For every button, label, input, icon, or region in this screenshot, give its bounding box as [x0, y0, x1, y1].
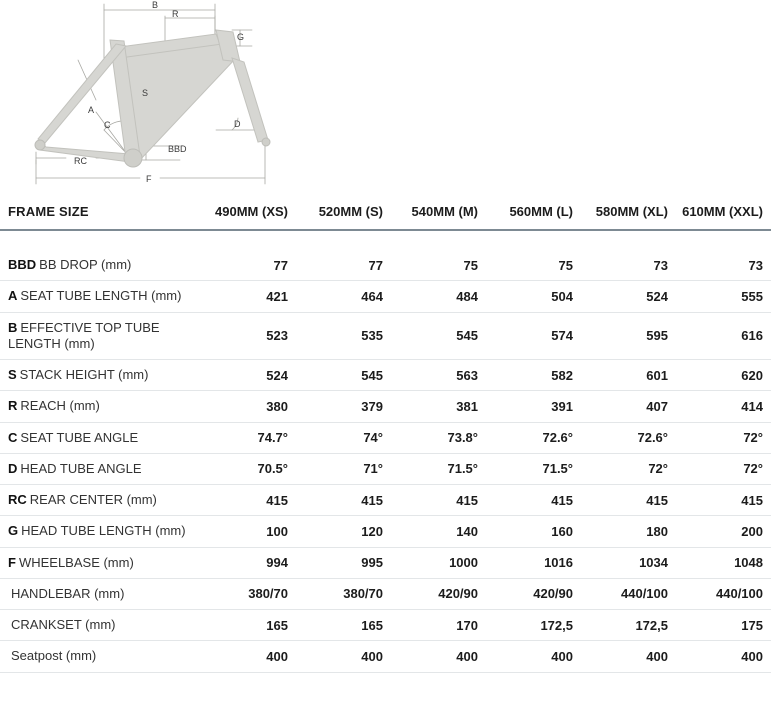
- row-name-c: SEAT TUBE ANGLE: [20, 429, 139, 445]
- diagram-label-G: G: [237, 32, 245, 42]
- cell-b-m: 545: [391, 312, 486, 360]
- diagram-label-R: R: [172, 9, 179, 19]
- cell-c-xs: 74.7°: [201, 422, 296, 453]
- cell-c-xl: 72.6°: [581, 422, 676, 453]
- diagram-label-B: B: [152, 0, 159, 10]
- row-name-b: EFFECTIVE TOP TUBE LENGTH (mm): [8, 319, 160, 351]
- cell-f-l: 1016: [486, 547, 581, 578]
- cell-crankset-xs: 165: [201, 610, 296, 641]
- cell-rc-s: 415: [296, 485, 391, 516]
- size-header-m: 540MM (M): [391, 196, 486, 230]
- cell-s-xs: 524: [201, 360, 296, 391]
- cell-handlebar-xs: 380/70: [201, 578, 296, 609]
- cell-handlebar-m: 420/90: [391, 578, 486, 609]
- row-code-s: S: [8, 367, 17, 382]
- row-label-rc: [0, 485, 201, 516]
- cell-d-xxl: 72°: [676, 453, 771, 484]
- cell-c-xxl: 72°: [676, 422, 771, 453]
- cell-s-xl: 601: [581, 360, 676, 391]
- cell-g-xl: 180: [581, 516, 676, 547]
- cell-a-xl: 524: [581, 281, 676, 312]
- row-code-a: A: [8, 288, 18, 304]
- cell-b-s: 535: [296, 312, 391, 360]
- cell-r-xl: 407: [581, 391, 676, 422]
- table-row: [0, 422, 771, 453]
- size-header-l: 560MM (L): [486, 196, 581, 230]
- row-code-b: B: [8, 319, 18, 335]
- cell-rc-xxl: 415: [676, 485, 771, 516]
- cell-rc-xs: 415: [201, 485, 296, 516]
- row-label-s: [0, 360, 201, 391]
- cell-g-xs: 100: [201, 516, 296, 547]
- cell-a-xs: 421: [201, 281, 296, 312]
- cell-f-xxl: 1048: [676, 547, 771, 578]
- cell-a-s: 464: [296, 281, 391, 312]
- row-code-c: C: [8, 429, 18, 445]
- frame-geometry-svg: [0, 0, 771, 196]
- cell-d-s: 71°: [296, 453, 391, 484]
- cell-d-xs: 70.5°: [201, 453, 296, 484]
- row-label-f: [0, 547, 201, 578]
- table-row: [0, 516, 771, 547]
- row-label-b: [0, 312, 201, 360]
- cell-c-l: 72.6°: [486, 422, 581, 453]
- row-code-g: G: [8, 523, 19, 539]
- cell-r-xs: 380: [201, 391, 296, 422]
- row-name-g: HEAD TUBE LENGTH (mm): [21, 523, 186, 539]
- table-row: [0, 453, 771, 484]
- cell-f-xs: 994: [201, 547, 296, 578]
- cell-r-m: 381: [391, 391, 486, 422]
- row-code-r: R: [8, 398, 18, 414]
- cell-f-s: 995: [296, 547, 391, 578]
- cell-handlebar-xxl: 440/100: [676, 578, 771, 609]
- cell-bbd-xxl: 73: [676, 250, 771, 281]
- cell-seatpost-s: 400: [296, 641, 391, 672]
- row-label-d: [0, 453, 201, 484]
- row-label-seatpost: [0, 641, 201, 672]
- table-header: [0, 196, 771, 230]
- size-header-xxl: 610MM (XXL): [676, 196, 771, 230]
- cell-seatpost-l: 400: [486, 641, 581, 672]
- cell-d-l: 71.5°: [486, 453, 581, 484]
- row-name-bbd: BB DROP (mm): [39, 257, 132, 272]
- row-label-g: [0, 516, 201, 547]
- row-name-d: HEAD TUBE ANGLE: [20, 460, 142, 476]
- row-label-c: [0, 422, 201, 453]
- frame-size-header: FRAME SIZE: [0, 196, 201, 230]
- cell-r-xxl: 414: [676, 391, 771, 422]
- cell-bbd-m: 75: [391, 250, 486, 281]
- row-name-rc: REAR CENTER (mm): [29, 492, 157, 507]
- row-label-r: [0, 391, 201, 422]
- cell-g-l: 160: [486, 516, 581, 547]
- cell-seatpost-xxl: 400: [676, 641, 771, 672]
- cell-crankset-m: 170: [391, 610, 486, 641]
- cell-s-s: 545: [296, 360, 391, 391]
- row-code-rc: RC: [8, 492, 27, 507]
- cell-d-m: 71.5°: [391, 453, 486, 484]
- cell-handlebar-l: 420/90: [486, 578, 581, 609]
- cell-crankset-l: 172,5: [486, 610, 581, 641]
- diagram-label-BBD: BBD: [168, 144, 187, 154]
- cell-rc-l: 415: [486, 485, 581, 516]
- cell-b-xl: 595: [581, 312, 676, 360]
- cell-seatpost-xl: 400: [581, 641, 676, 672]
- cell-crankset-xxl: 175: [676, 610, 771, 641]
- row-code-bbd: BBD: [8, 257, 37, 272]
- diagram-label-C: C: [104, 120, 111, 130]
- diagram-label-D: D: [234, 119, 241, 129]
- cell-r-s: 379: [296, 391, 391, 422]
- size-header-xs: 490MM (XS): [201, 196, 296, 230]
- row-label-a: [0, 281, 201, 312]
- cell-a-l: 504: [486, 281, 581, 312]
- cell-rc-xl: 415: [581, 485, 676, 516]
- cell-seatpost-xs: 400: [201, 641, 296, 672]
- table-row: [0, 312, 771, 360]
- cell-s-xxl: 620: [676, 360, 771, 391]
- cell-b-xxl: 616: [676, 312, 771, 360]
- table-row: [0, 641, 771, 672]
- row-label-handlebar: [0, 578, 201, 609]
- cell-r-l: 391: [486, 391, 581, 422]
- cell-s-m: 563: [391, 360, 486, 391]
- cell-handlebar-s: 380/70: [296, 578, 391, 609]
- frame-geometry-diagram: [0, 0, 771, 196]
- row-code-f: F: [8, 554, 16, 570]
- diagram-label-A: A: [88, 105, 95, 115]
- table-row: [0, 250, 771, 281]
- cell-g-m: 140: [391, 516, 486, 547]
- row-name-a: SEAT TUBE LENGTH (mm): [20, 288, 182, 304]
- cell-d-xl: 72°: [581, 453, 676, 484]
- cell-b-xs: 523: [201, 312, 296, 360]
- cell-f-m: 1000: [391, 547, 486, 578]
- cell-handlebar-xl: 440/100: [581, 578, 676, 609]
- table-row: [0, 610, 771, 641]
- table-row: [0, 578, 771, 609]
- size-header-s: 520MM (S): [296, 196, 391, 230]
- table-row: [0, 281, 771, 312]
- cell-c-s: 74°: [296, 422, 391, 453]
- header-spacer: [0, 230, 771, 250]
- table-row: [0, 547, 771, 578]
- cell-b-l: 574: [486, 312, 581, 360]
- cell-a-xxl: 555: [676, 281, 771, 312]
- geometry-table: [0, 196, 771, 673]
- table-row: [0, 391, 771, 422]
- row-label-crankset: [0, 610, 201, 641]
- cell-g-s: 120: [296, 516, 391, 547]
- cell-bbd-l: 75: [486, 250, 581, 281]
- diagram-label-F: F: [146, 174, 152, 184]
- cell-bbd-s: 77: [296, 250, 391, 281]
- row-name-r: REACH (mm): [20, 398, 100, 414]
- cell-a-m: 484: [391, 281, 486, 312]
- cell-bbd-xs: 77: [201, 250, 296, 281]
- row-name-seatpost: Seatpost (mm): [11, 648, 97, 664]
- table-row: [0, 485, 771, 516]
- diagram-label-S: S: [142, 88, 149, 98]
- cell-crankset-xl: 172,5: [581, 610, 676, 641]
- cell-bbd-xl: 73: [581, 250, 676, 281]
- cell-crankset-s: 165: [296, 610, 391, 641]
- cell-rc-m: 415: [391, 485, 486, 516]
- row-name-crankset: CRANKSET (mm): [11, 617, 116, 632]
- cell-c-m: 73.8°: [391, 422, 486, 453]
- row-name-s: STACK HEIGHT (mm): [19, 367, 149, 382]
- table-body: [0, 230, 771, 672]
- row-code-d: D: [8, 460, 18, 476]
- header-row: [0, 196, 771, 230]
- row-label-bbd: [0, 250, 201, 281]
- diagram-label-RC: RC: [74, 156, 87, 166]
- cell-f-xl: 1034: [581, 547, 676, 578]
- row-name-f: WHEELBASE (mm): [18, 554, 134, 570]
- size-header-xl: 580MM (XL): [581, 196, 676, 230]
- cell-g-xxl: 200: [676, 516, 771, 547]
- cell-seatpost-m: 400: [391, 641, 486, 672]
- table-row: [0, 360, 771, 391]
- row-name-handlebar: HANDLEBAR (mm): [11, 585, 125, 601]
- cell-s-l: 582: [486, 360, 581, 391]
